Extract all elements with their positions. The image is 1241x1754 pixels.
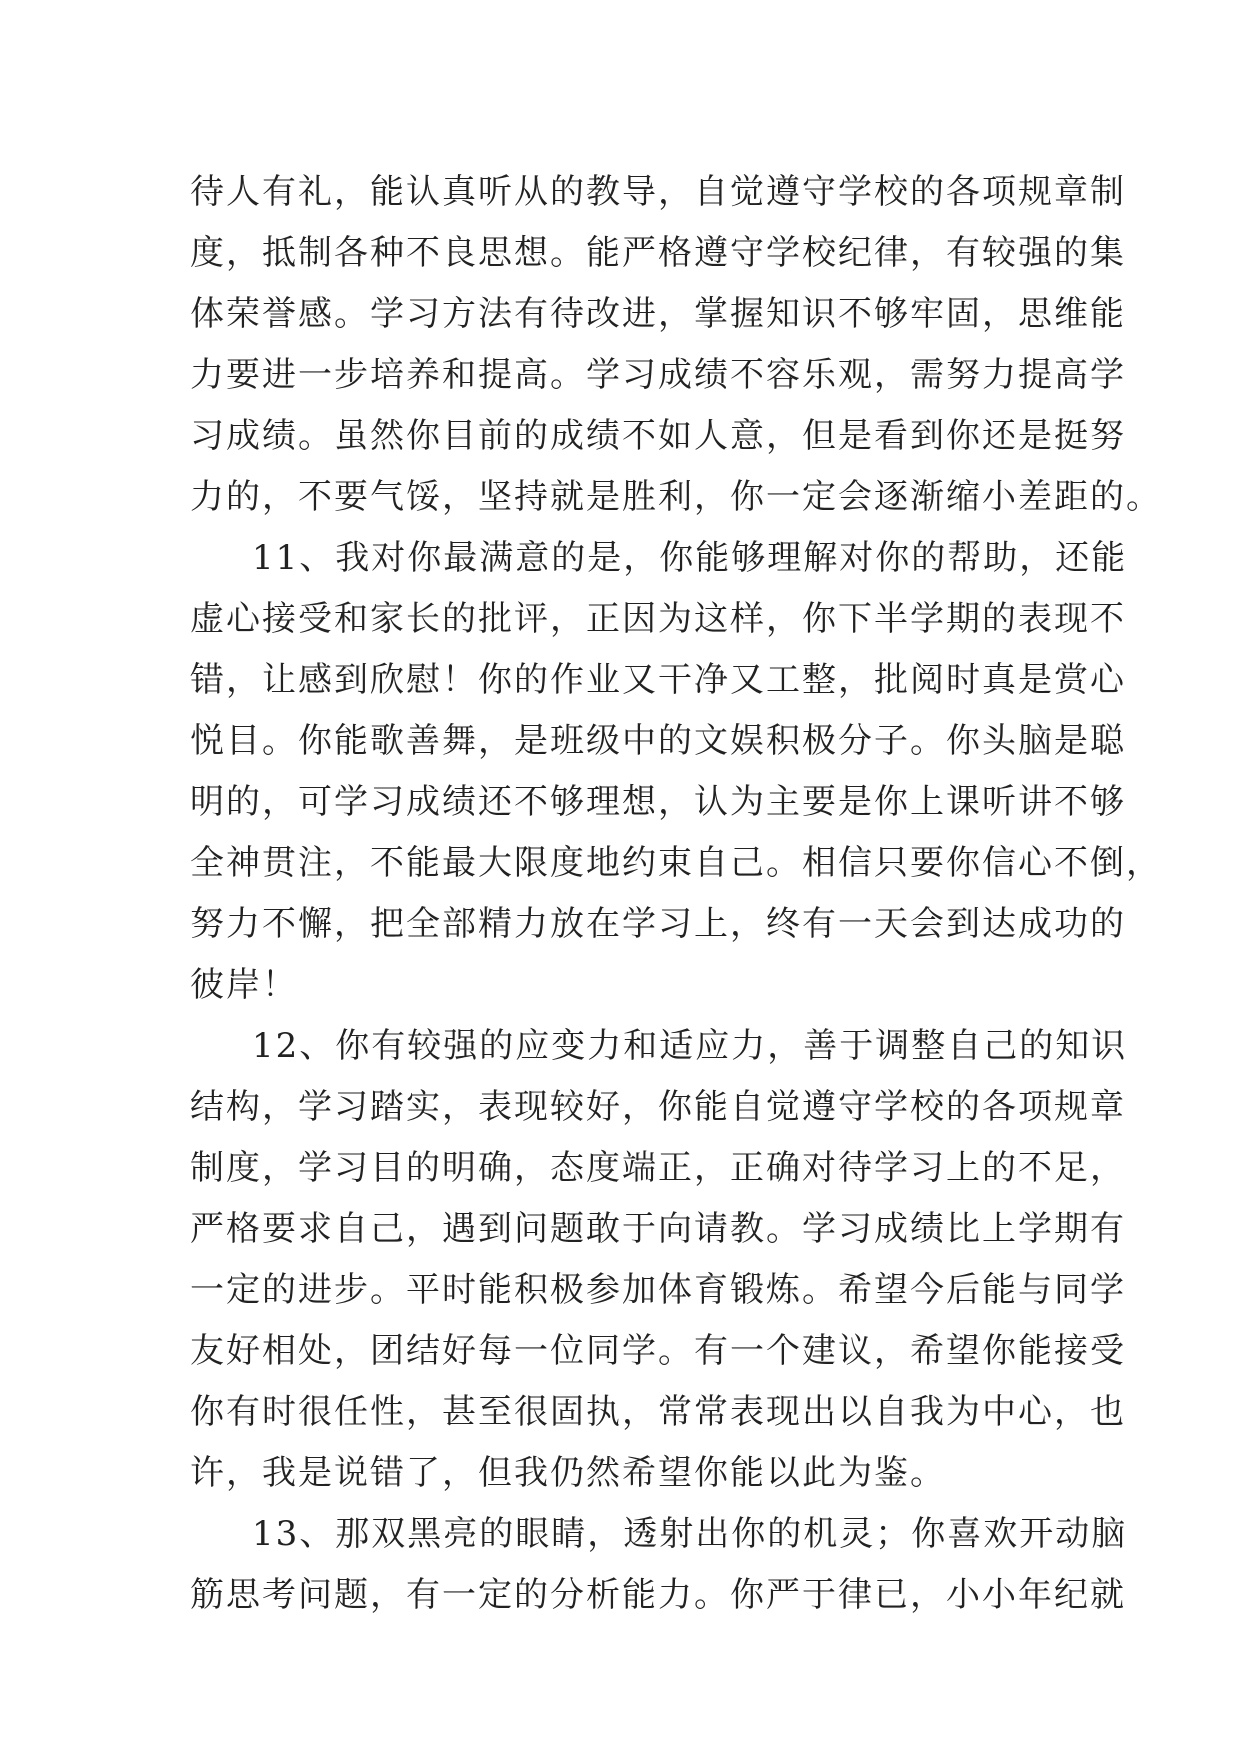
- text-line: 明的，可学习成绩还不够理想，认为主要是你上课听讲不够: [190, 782, 1126, 822]
- text-line: 筋思考问题，有一定的分析能力。你严于律已，小小年纪就: [190, 1575, 1126, 1615]
- paragraph-start-11: 11、我对你最满意的是，你能够理解对你的帮助，还能: [252, 538, 1128, 578]
- document-body: [190, 162, 1162, 1626]
- text-line: 努力不懈，把全部精力放在学习上，终有一天会到达成功的: [190, 904, 1126, 944]
- text-line: 虚心接受和家长的批评，正因为这样，你下半学期的表现不: [190, 599, 1126, 639]
- paragraph-start-12: 12、你有较强的应变力和适应力，善于调整自己的知识: [252, 1026, 1128, 1066]
- text-line: 严格要求自己，遇到问题敢于向请教。学习成绩比上学期有: [190, 1209, 1126, 1249]
- text-line: 彼岸！: [190, 965, 298, 1005]
- text-line: 力要进一步培养和提高。学习成绩不容乐观，需努力提高学: [190, 355, 1126, 395]
- text-line: 许，我是说错了，但我仍然希望你能以此为鉴。: [190, 1453, 946, 1493]
- paragraph-start-13: 13、那双黑亮的眼睛，透射出你的机灵；你喜欢开动脑: [252, 1514, 1128, 1554]
- text-line: 你有时很任性，甚至很固执，常常表现出以自我为中心，也: [190, 1392, 1126, 1432]
- text-line: 体荣誉感。学习方法有待改进，掌握知识不够牢固，思维能: [190, 294, 1126, 334]
- text-line: 习成绩。虽然你目前的成绩不如人意，但是看到你还是挺努: [190, 416, 1126, 456]
- text-line: 友好相处，团结好每一位同学。有一个建议，希望你能接受: [190, 1331, 1126, 1371]
- text-line: 待人有礼，能认真听从的教导，自觉遵守学校的各项规章制: [190, 172, 1126, 212]
- text-line: 悦目。你能歌善舞，是班级中的文娱积极分子。你头脑是聪: [190, 721, 1126, 761]
- text-line: 错，让感到欣慰！你的作业又干净又工整，批阅时真是赏心: [190, 660, 1126, 700]
- text-line: 制度，学习目的明确，态度端正，正确对待学习上的不足，: [190, 1148, 1126, 1188]
- text-line: 度，抵制各种不良思想。能严格遵守学校纪律，有较强的集: [190, 233, 1126, 273]
- text-line: 一定的进步。平时能积极参加体育锻炼。希望今后能与同学: [190, 1270, 1126, 1310]
- text-line: 全神贯注，不能最大限度地约束自己。相信只要你信心不倒，: [190, 843, 1162, 883]
- text-line: 结构，学习踏实，表现较好，你能自觉遵守学校的各项规章: [190, 1087, 1126, 1127]
- text-line: 力的，不要气馁，坚持就是胜利，你一定会逐渐缩小差距的。: [190, 477, 1162, 517]
